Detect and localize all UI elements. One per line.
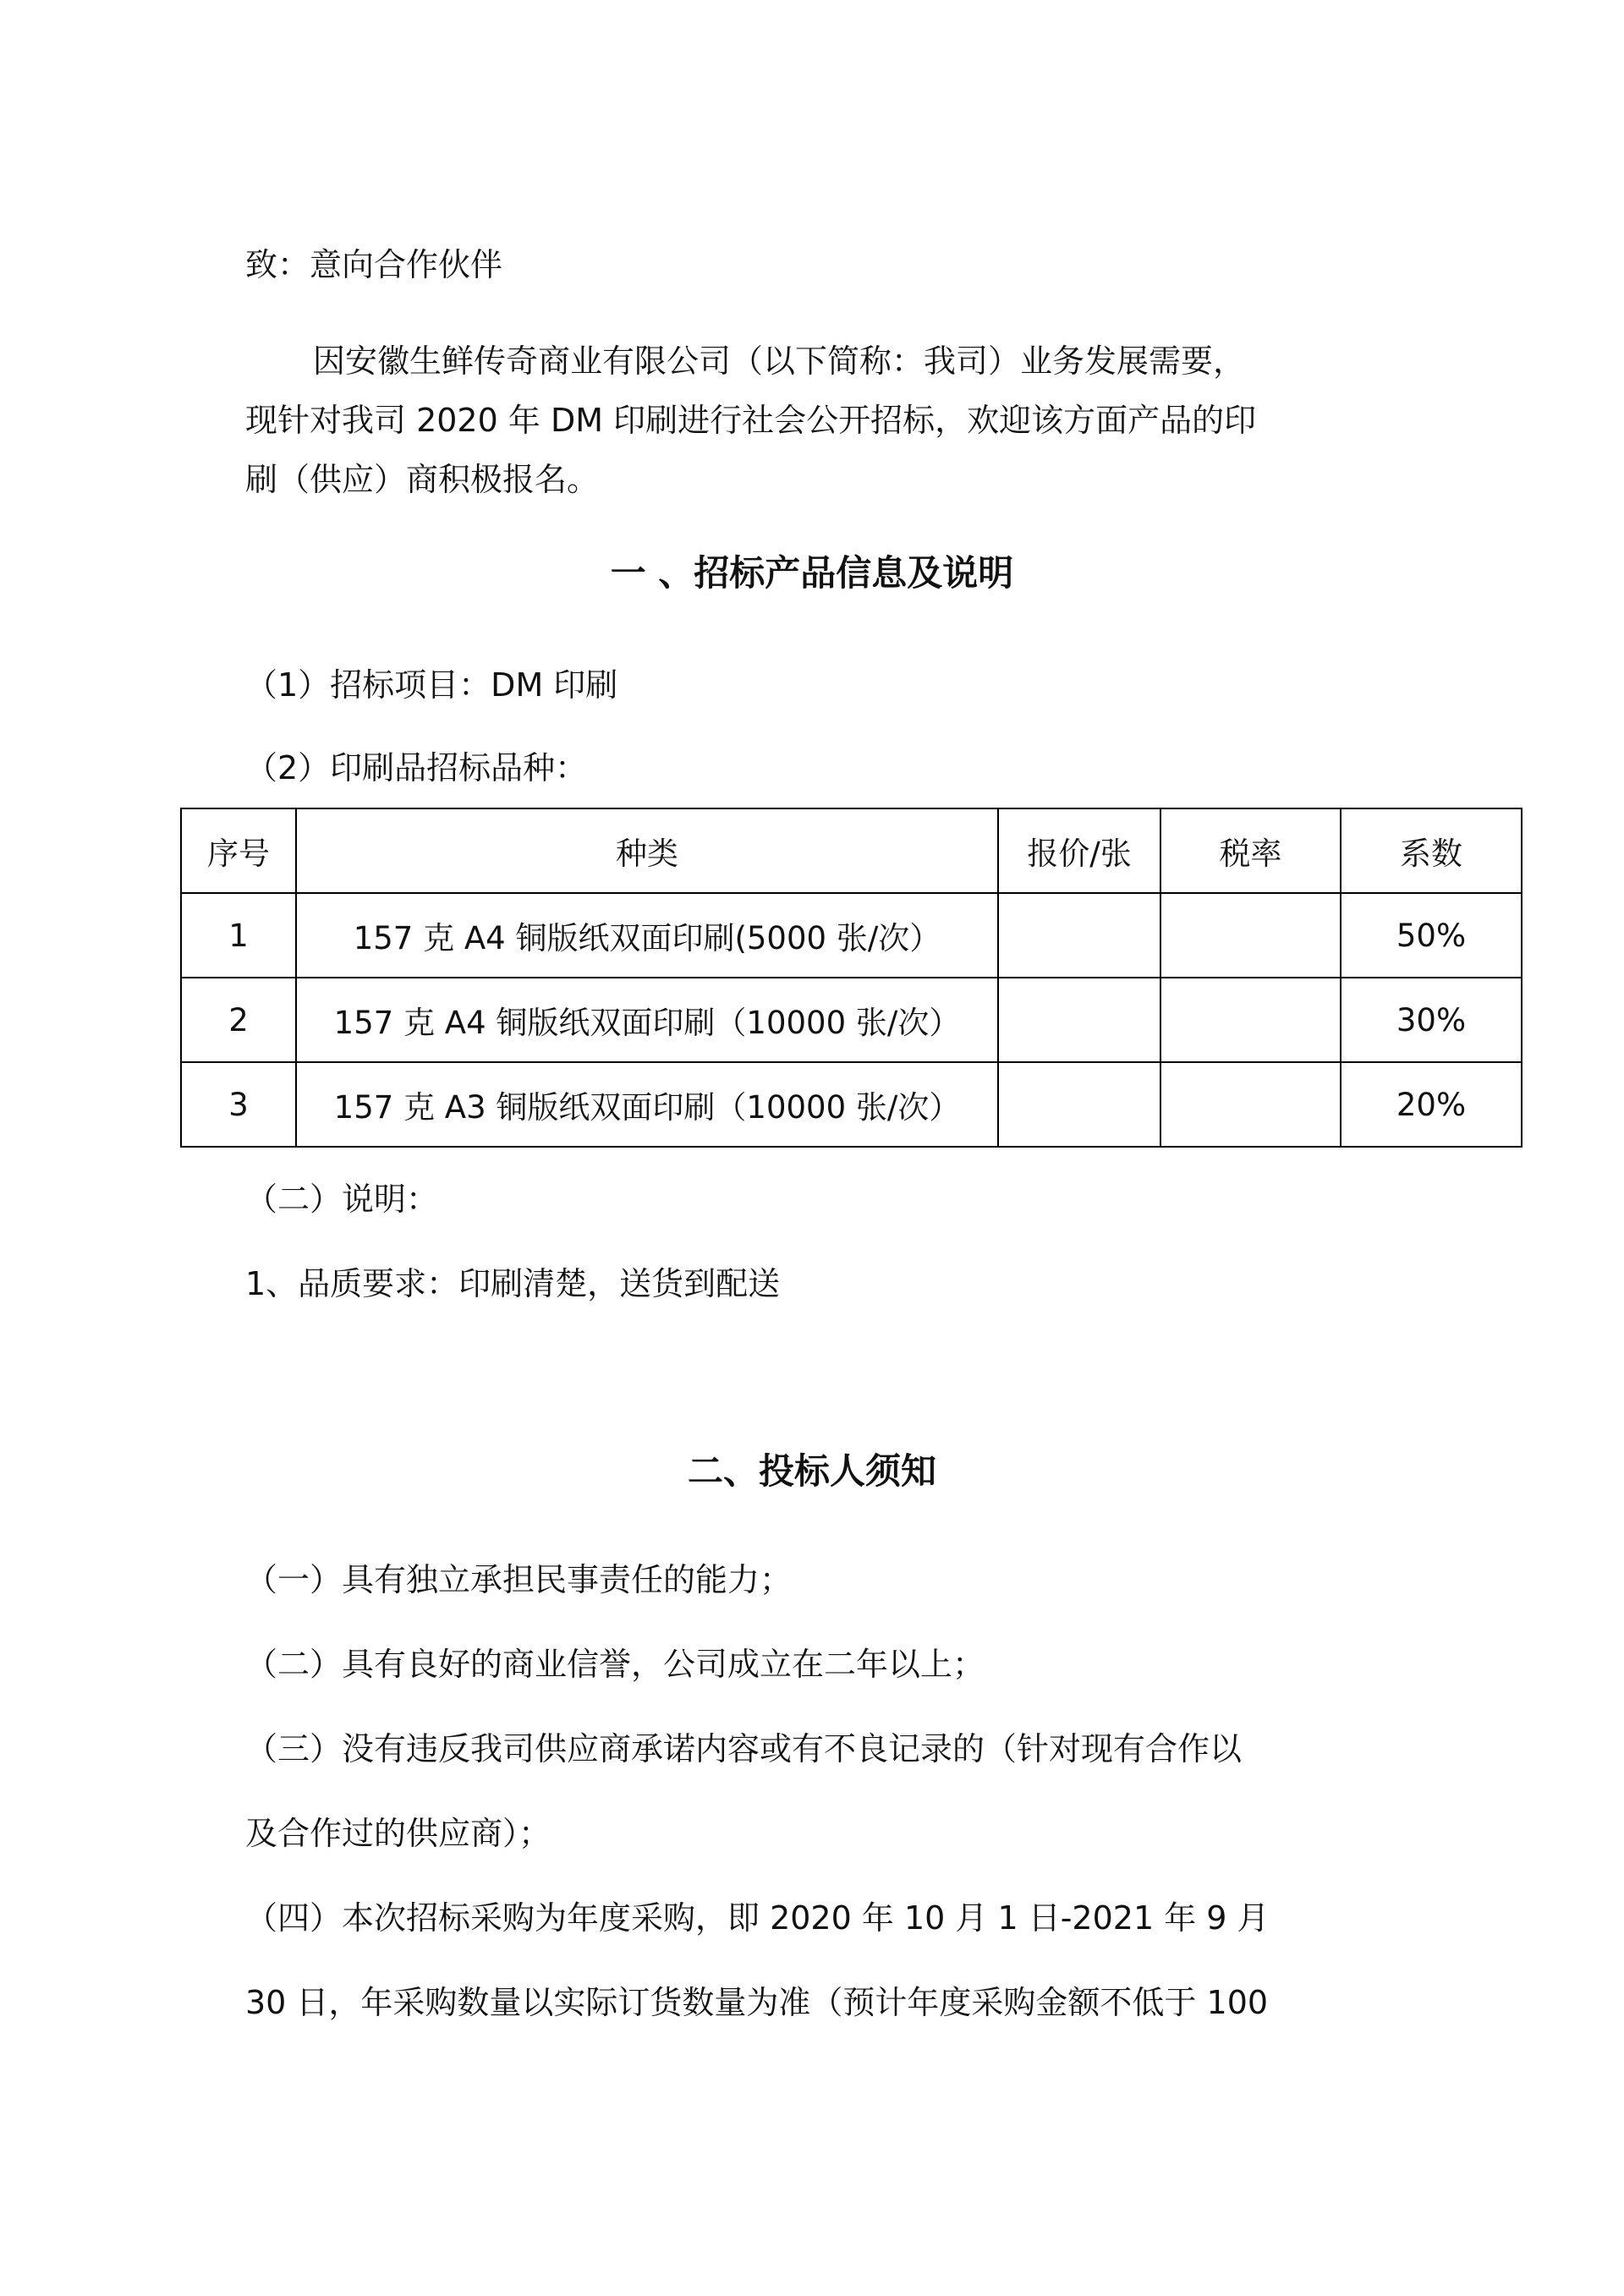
cell-serial: 2	[181, 978, 296, 1062]
requirement-item-continued: 及合作过的供应商）；	[245, 1815, 551, 1852]
bid-products-table	[180, 808, 1522, 1148]
cell-tax	[1160, 978, 1341, 1062]
table-row	[181, 978, 1522, 1062]
cell-price	[998, 1062, 1160, 1147]
cell-type: 157 克 A4 铜版纸双面印刷（10000 张/次）	[296, 978, 998, 1062]
cell-coefficient: 50%	[1341, 893, 1522, 978]
cell-price	[998, 978, 1160, 1062]
intro-line-2: 现针对我司 2020 年 DM 印刷进行社会公开招标，欢迎该方面产品的印	[245, 402, 1257, 439]
requirement-item: （一）具有独立承担民事责任的能力；	[245, 1561, 793, 1598]
table-row	[181, 1062, 1522, 1147]
cell-coefficient: 30%	[1341, 978, 1522, 1062]
cell-tax	[1160, 1062, 1341, 1147]
header-tax: 税率	[1160, 808, 1341, 893]
intro-line-3: 刷（供应）商积极报名。	[245, 461, 600, 498]
cell-coefficient: 20%	[1341, 1062, 1522, 1147]
table-row	[181, 893, 1522, 978]
table-header-row	[181, 808, 1522, 893]
requirement-item: （四）本次招标采购为年度采购，即 2020 年 10 月 1 日-2021 年 9 月	[245, 1899, 1270, 1937]
requirement-item: （三）没有违反我司供应商承诺内容或有不良记录的（针对现有合作以	[245, 1730, 1243, 1767]
cell-type: 157 克 A4 铜版纸双面印刷(5000 张/次）	[296, 893, 998, 978]
requirement-item-continued: 30 日，年采购数量以实际订货数量为准（预计年度采购金额不低于 100	[245, 1984, 1269, 2021]
header-serial: 序号	[181, 808, 296, 893]
note-quality: 1、品质要求：印刷清楚，送货到配送	[245, 1265, 781, 1302]
requirement-item: （二）具有良好的商业信誉，公司成立在二年以上；	[245, 1646, 985, 1683]
section-2-heading: 二、投标人须知	[687, 1450, 936, 1492]
cell-price	[998, 893, 1160, 978]
bid-item-project: （1）招标项目：DM 印刷	[245, 666, 618, 704]
bid-item-varieties: （2）印刷品招标品种：	[245, 749, 588, 786]
cell-serial: 3	[181, 1062, 296, 1147]
intro-line-1: 因安徽生鲜传奇商业有限公司（以下简称：我司）业务发展需要，	[313, 342, 1246, 380]
cell-tax	[1160, 893, 1341, 978]
cell-type: 157 克 A3 铜版纸双面印刷（10000 张/次）	[296, 1062, 998, 1147]
header-type: 种类	[296, 808, 998, 893]
cell-serial: 1	[181, 893, 296, 978]
section-1-heading: 一 、招标产品信息及说明	[610, 552, 1014, 594]
greeting: 致：意向合作伙伴	[245, 246, 503, 283]
header-price: 报价/张	[998, 808, 1160, 893]
header-coefficient: 系数	[1341, 808, 1522, 893]
note-title: （二）说明：	[245, 1181, 439, 1218]
